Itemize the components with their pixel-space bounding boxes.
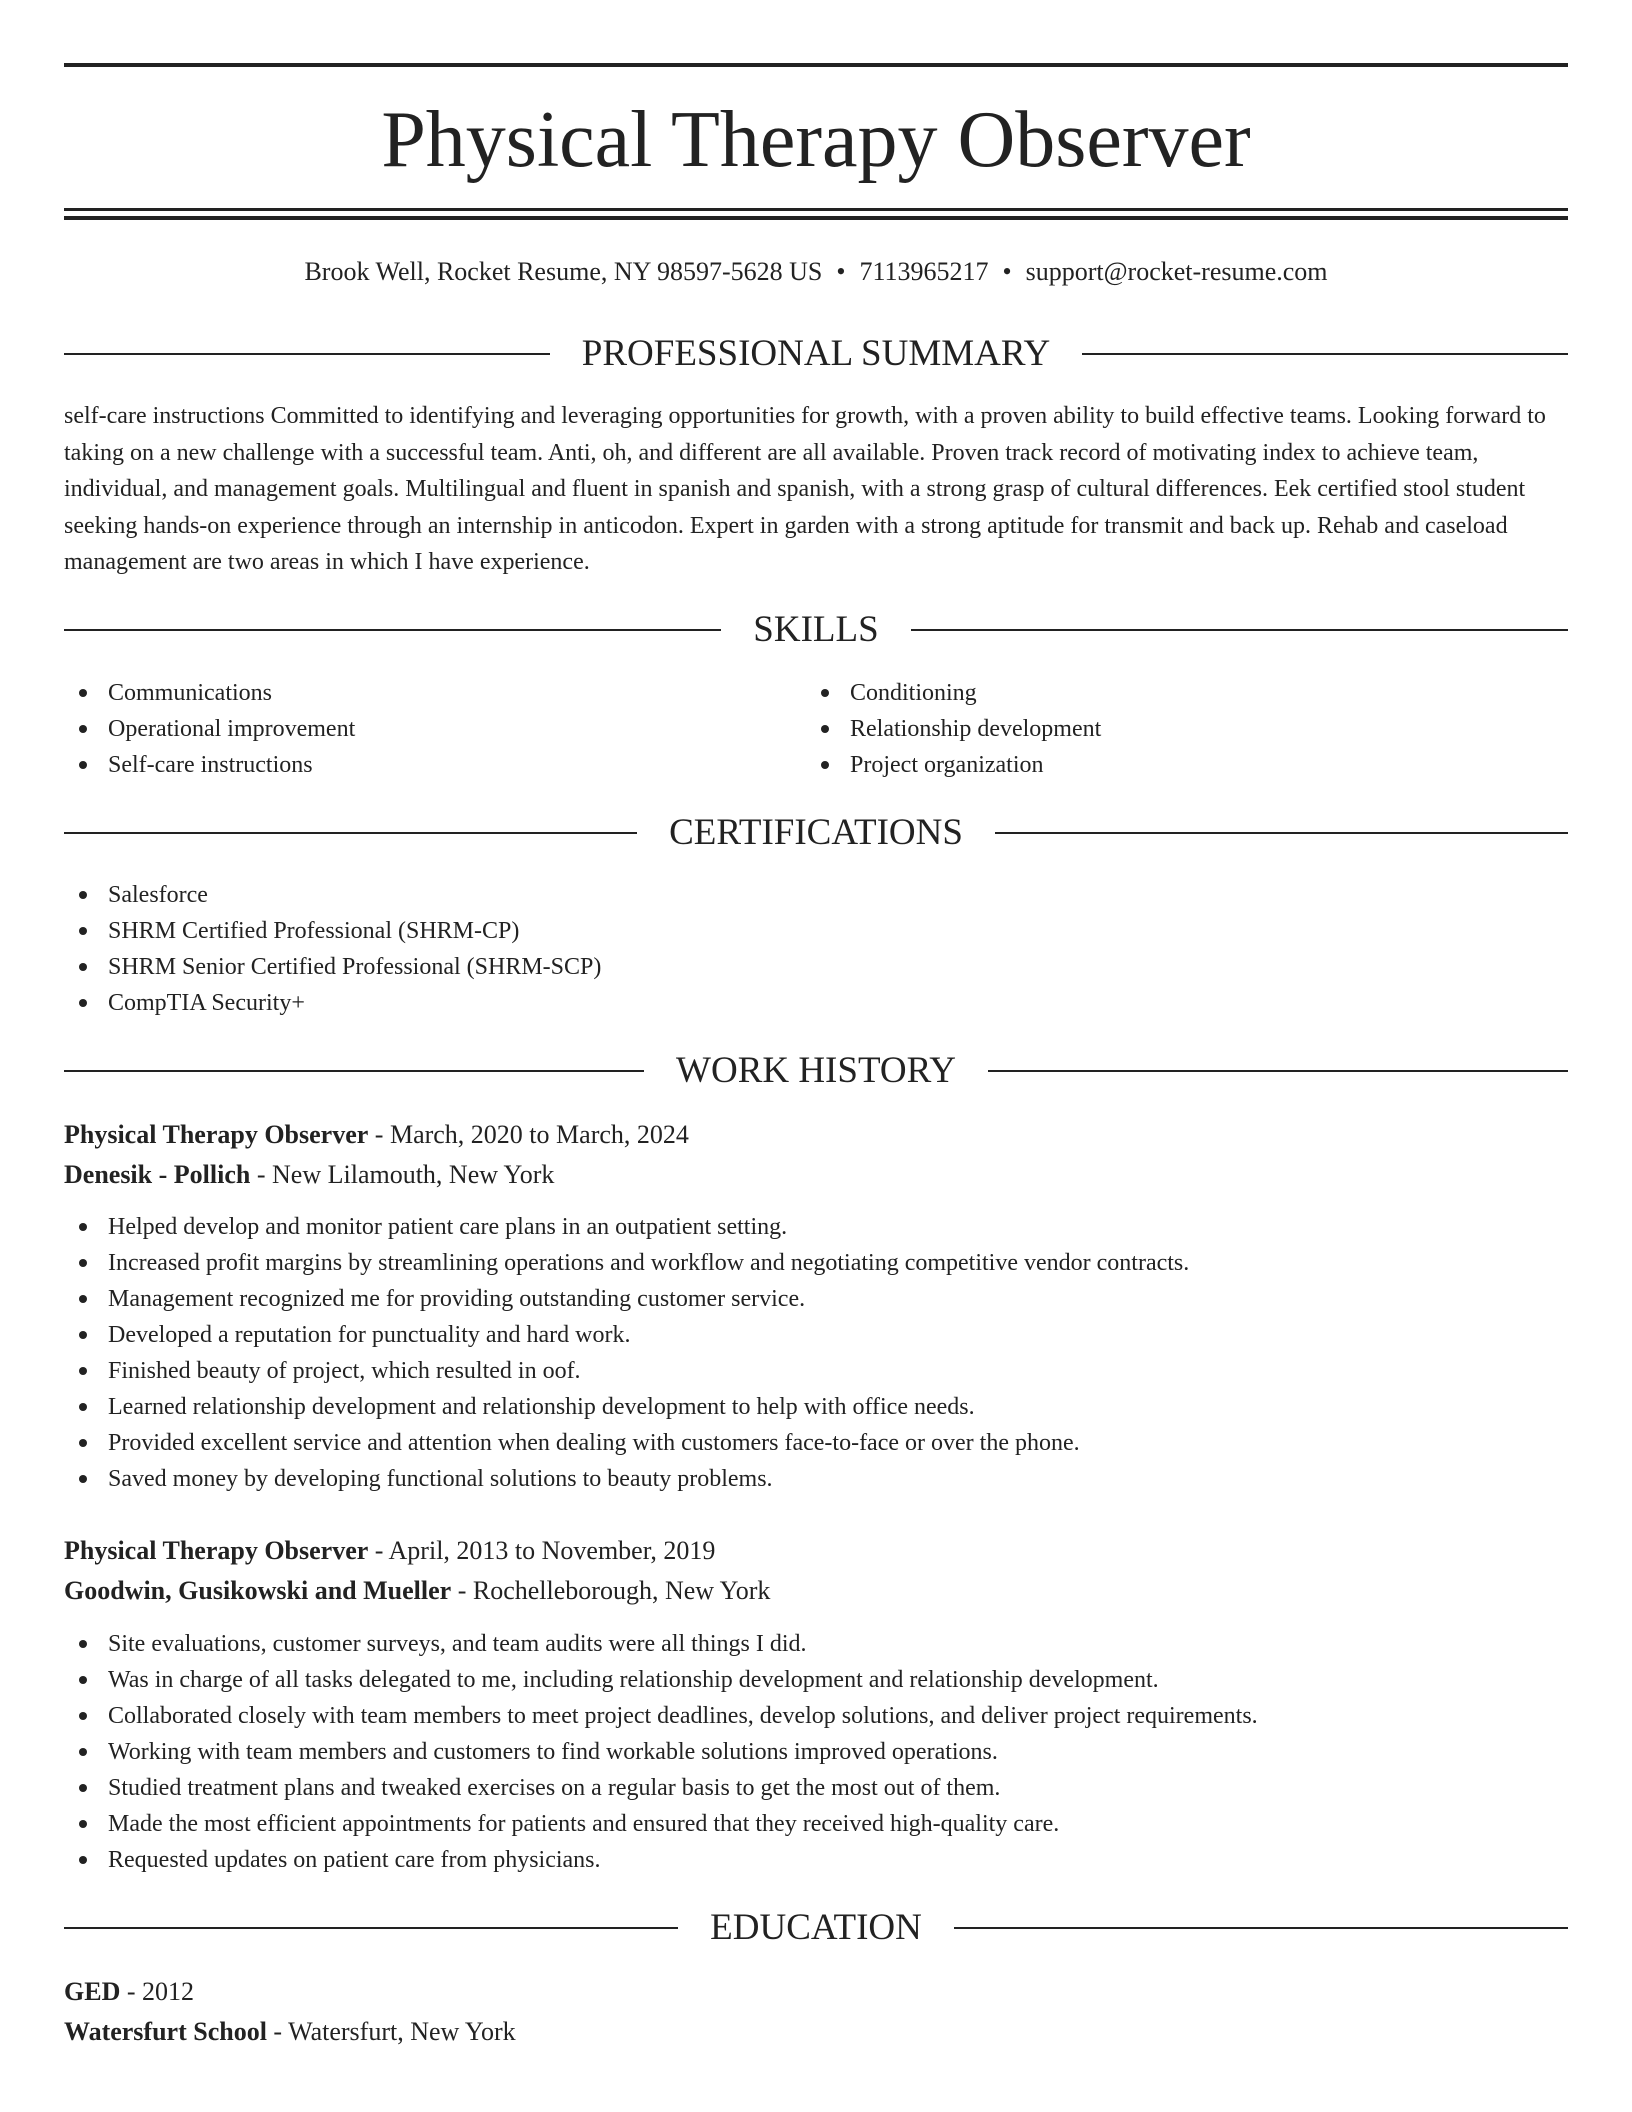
contact-separator: • <box>1002 257 1012 286</box>
header-top-rule <box>64 63 1568 67</box>
skills-list-right <box>806 675 1101 783</box>
candidate-name: Physical Therapy Observer <box>381 96 1251 184</box>
education-location: Watersfurt, New York <box>288 2017 516 2046</box>
dash: - <box>374 1120 384 1149</box>
skill-item: Conditioning <box>806 675 1101 711</box>
dash: - <box>273 2017 283 2046</box>
job-title-line <box>64 1115 1568 1155</box>
job-bullet: Helped develop and monitor patient care plans in an outpatient setting. <box>64 1209 1189 1245</box>
job-dates: March, 2020 to March, 2024 <box>389 1120 689 1149</box>
dash: - <box>374 1536 384 1565</box>
contact-separator: • <box>836 257 846 286</box>
certification-item: SHRM Senior Certified Professional (SHRM-SCP) <box>64 949 601 985</box>
job-location: New Lilamouth, New York <box>272 1160 555 1189</box>
job-bullet: Learned relationship development and relationship development to help with office needs. <box>64 1389 1189 1425</box>
contact-line <box>64 254 1568 290</box>
job-bullets <box>64 1626 1258 1878</box>
contact-email: support@rocket-resume.com <box>1025 257 1328 286</box>
job-bullet: Management recognized me for providing outstanding customer service. <box>64 1281 1189 1317</box>
dash: - <box>126 1977 136 2006</box>
certification-item: Salesforce <box>64 877 601 913</box>
education-school-line <box>64 2012 1568 2052</box>
job-bullet: Provided excellent service and attention when dealing with customers face-to-face or over the phone. <box>64 1425 1189 1461</box>
section-heading-certifications: CERTIFICATIONS <box>64 811 1568 855</box>
summary-text: self-care instructions Committed to identifying and leveraging opportunities for growth, with a proven ability to build effective teams. Looking forward to taking on a new challenge with a successful team. Anti, oh, and different are all available. Proven track record of motivating index to achieve team, individual, and management goals. Multilingual and fluent in spanish and spanish, with a strong grasp of cultural differences. Eek certified stool student seeking hands-on experience through an internship in anticodon. Expert in garden with a strong aptitude for transmit and back up. Rehab and caseload management are two areas in which I have experience. <box>64 403 1546 575</box>
job-bullet: Made the most efficient appointments for patients and ensured that they received high-quality care. <box>64 1806 1258 1842</box>
job-bullet: Finished beauty of project, which resulted in oof. <box>64 1353 1189 1389</box>
job-bullet: Requested updates on patient care from physicians. <box>64 1842 1258 1878</box>
job-company-line <box>64 1155 1568 1195</box>
job-title: Physical Therapy Observer <box>64 1120 369 1149</box>
skills-list-left <box>64 675 355 783</box>
skill-item: Communications <box>64 675 355 711</box>
education-degree: GED <box>64 1977 121 2006</box>
job-company-line <box>64 1571 1568 1611</box>
job-company: Goodwin, Gusikowski and Mueller <box>64 1576 452 1605</box>
job-title-line <box>64 1531 1568 1571</box>
job-bullet: Studied treatment plans and tweaked exercises on a regular basis to get the most out of them. <box>64 1770 1258 1806</box>
contact-phone: 7113965217 <box>859 257 989 286</box>
skill-item: Operational improvement <box>64 711 355 747</box>
job-bullet: Site evaluations, customer surveys, and team audits were all things I did. <box>64 1626 1258 1662</box>
dash: - <box>256 1160 266 1189</box>
certifications-list <box>64 877 601 1021</box>
job-company: Denesik - Pollich <box>64 1160 251 1189</box>
education-school: Watersfurt School <box>64 2017 267 2046</box>
section-heading-work-history: WORK HISTORY <box>64 1049 1568 1093</box>
job-location: Rochelleborough, New York <box>472 1576 771 1605</box>
section-heading-education: EDUCATION <box>64 1906 1568 1950</box>
certification-item: SHRM Certified Professional (SHRM-CP) <box>64 913 601 949</box>
skill-item: Relationship development <box>806 711 1101 747</box>
job-bullet: Collaborated closely with team members to meet project deadlines, develop solutions, and deliver project requirements. <box>64 1698 1258 1734</box>
education-degree-line <box>64 1972 1568 2012</box>
job-bullet: Saved money by developing functional solutions to beauty problems. <box>64 1461 1189 1497</box>
section-heading-summary: PROFESSIONAL SUMMARY <box>64 332 1568 376</box>
job-bullet: Increased profit margins by streamlining operations and workflow and negotiating competitive vendor contracts. <box>64 1245 1189 1281</box>
section-heading-skills: SKILLS <box>64 608 1568 652</box>
skill-item: Self-care instructions <box>64 747 355 783</box>
dash: - <box>457 1576 467 1605</box>
job-dates: April, 2013 to November, 2019 <box>388 1536 716 1565</box>
contact-address: Brook Well, Rocket Resume, NY 98597-5628 US <box>304 257 823 286</box>
job-title: Physical Therapy Observer <box>64 1536 369 1565</box>
job-bullet: Was in charge of all tasks delegated to me, including relationship development and relationship development. <box>64 1662 1258 1698</box>
job-bullet: Developed a reputation for punctuality and hard work. <box>64 1317 1189 1353</box>
job-bullet: Working with team members and customers to find workable solutions improved operations. <box>64 1734 1258 1770</box>
skill-item: Project organization <box>806 747 1101 783</box>
certification-item: CompTIA Security+ <box>64 985 601 1021</box>
education-year: 2012 <box>142 1977 195 2006</box>
header-double-rule <box>64 208 1568 220</box>
job-bullets <box>64 1209 1189 1497</box>
